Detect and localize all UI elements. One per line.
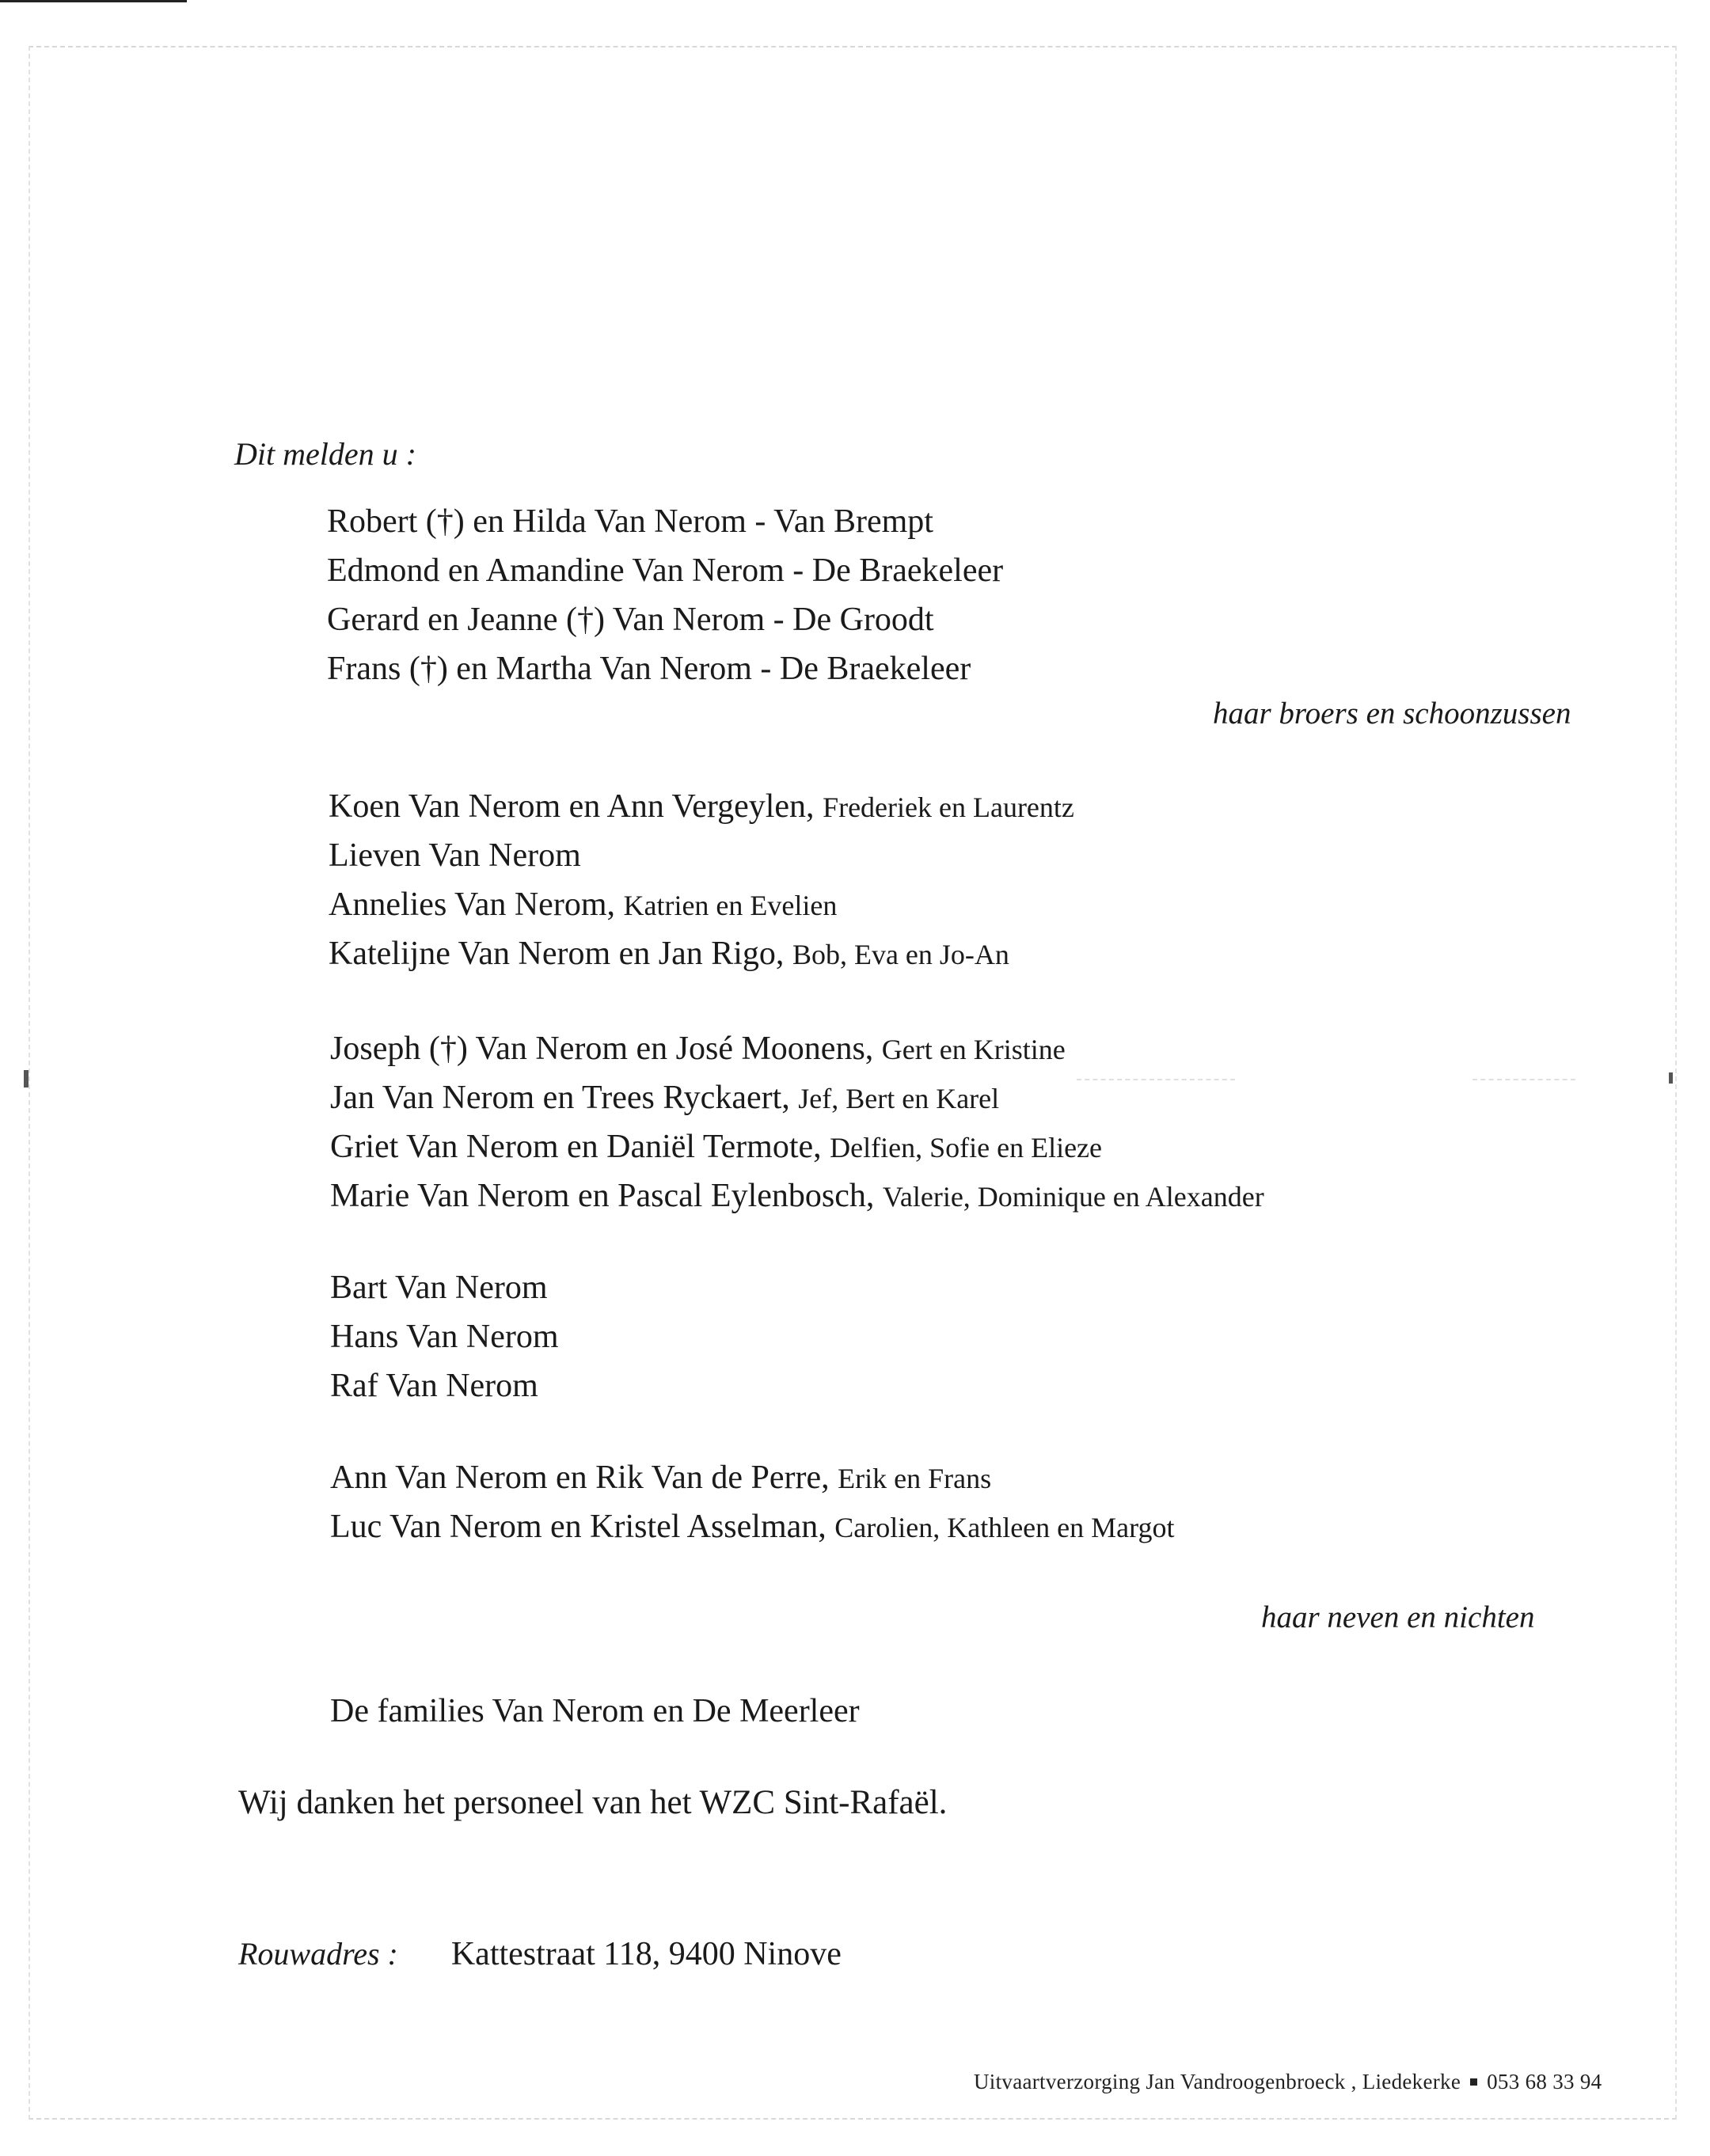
footer-undertaker [974,2070,1602,2094]
list-item-children: Jef, Bert en Karel [798,1083,1000,1114]
footer-phone: 053 68 33 94 [1487,2070,1602,2093]
address-label: Rouwadres : [238,1936,398,1972]
list-item-children: Frederiek en Laurentz [823,791,1074,823]
list-item-main: Ann Van Nerom en Rik Van de Perre, [330,1459,830,1496]
list-item-children: Valerie, Dominique en Alexander [882,1181,1264,1213]
list-item-main: Bart Van Nerom [330,1270,548,1306]
top-rule [0,0,187,2]
list-item-main: Katelijne Van Nerom en Jan Rigo, [329,936,785,972]
families-line: De families Van Nerom en De Meerleer [330,1693,860,1729]
bullet-icon [1470,2078,1477,2086]
list-item-children: Erik en Frans [838,1463,992,1494]
list-item-main: Hans Van Nerom [330,1319,559,1355]
list-item [327,505,933,538]
list-item-children: Carolien, Kathleen en Margot [834,1512,1175,1543]
list-item-children: Katrien en Evelien [623,890,838,921]
list-item [330,1320,559,1353]
list-item [329,839,581,872]
list-item [327,652,971,685]
list-item-children: Bob, Eva en Jo-An [792,939,1009,970]
list-item-main: Gerard en Jeanne (†) Van Nerom - De Groodt [327,602,934,638]
list-item-main: Jan Van Nerom en Trees Ryckaert, [330,1080,790,1116]
address-row [238,1938,842,1971]
list-item-main: Frans (†) en Martha Van Nerom - De Braekeleer [327,651,971,687]
list-item-main: Marie Van Nerom en Pascal Eylenbosch, [330,1178,875,1214]
list-item [330,1369,538,1403]
list-item [327,603,934,636]
list-item [330,1130,1102,1163]
fold-mark-right [1669,1072,1673,1084]
list-item [330,1461,991,1494]
thanks-line: Wij danken het personeel van het WZC Sint-Rafaël. [238,1784,948,1821]
list-item [329,790,1074,823]
address-value: Kattestraat 118, 9400 Ninove [450,1936,842,1972]
intro-text: Dit melden u : [234,436,416,472]
fold-line [1472,1079,1575,1080]
list-item-main: Joseph (†) Van Nerom en José Moonens, [330,1031,874,1067]
list-item [330,1081,999,1114]
list-item [330,1510,1174,1543]
list-item-children: Gert en Kristine [881,1034,1066,1065]
list-item [327,554,1003,587]
list-item-main: Annelies Van Nerom, [329,886,615,923]
list-item [329,888,837,921]
relation-note-siblings: haar broers en schoonzussen [1213,697,1571,731]
list-item-main: Koen Van Nerom en Ann Vergeylen, [329,788,815,825]
list-item-main: Robert (†) en Hilda Van Nerom - Van Brempt [327,503,933,540]
list-item [330,1271,548,1304]
fold-line [1077,1079,1235,1080]
list-item-main: Raf Van Nerom [330,1368,538,1404]
list-item-children: Delfien, Sofie en Elieze [830,1132,1103,1163]
list-item-main: Griet Van Nerom en Daniël Termote, [330,1129,822,1165]
fold-mark-left [24,1070,28,1087]
list-item-main: Edmond en Amandine Van Nerom - De Braekeleer [327,552,1004,589]
list-item-main: Lieven Van Nerom [329,837,581,874]
footer-company: Uitvaartverzorging Jan Vandroogenbroeck , Liedekerke [974,2070,1461,2093]
list-item [330,1032,1066,1065]
list-item-main: Luc Van Nerom en Kristel Asselman, [330,1509,826,1545]
list-item [330,1179,1264,1213]
list-item [329,937,1009,970]
relation-note-cousins: haar neven en nichten [1261,1600,1535,1634]
